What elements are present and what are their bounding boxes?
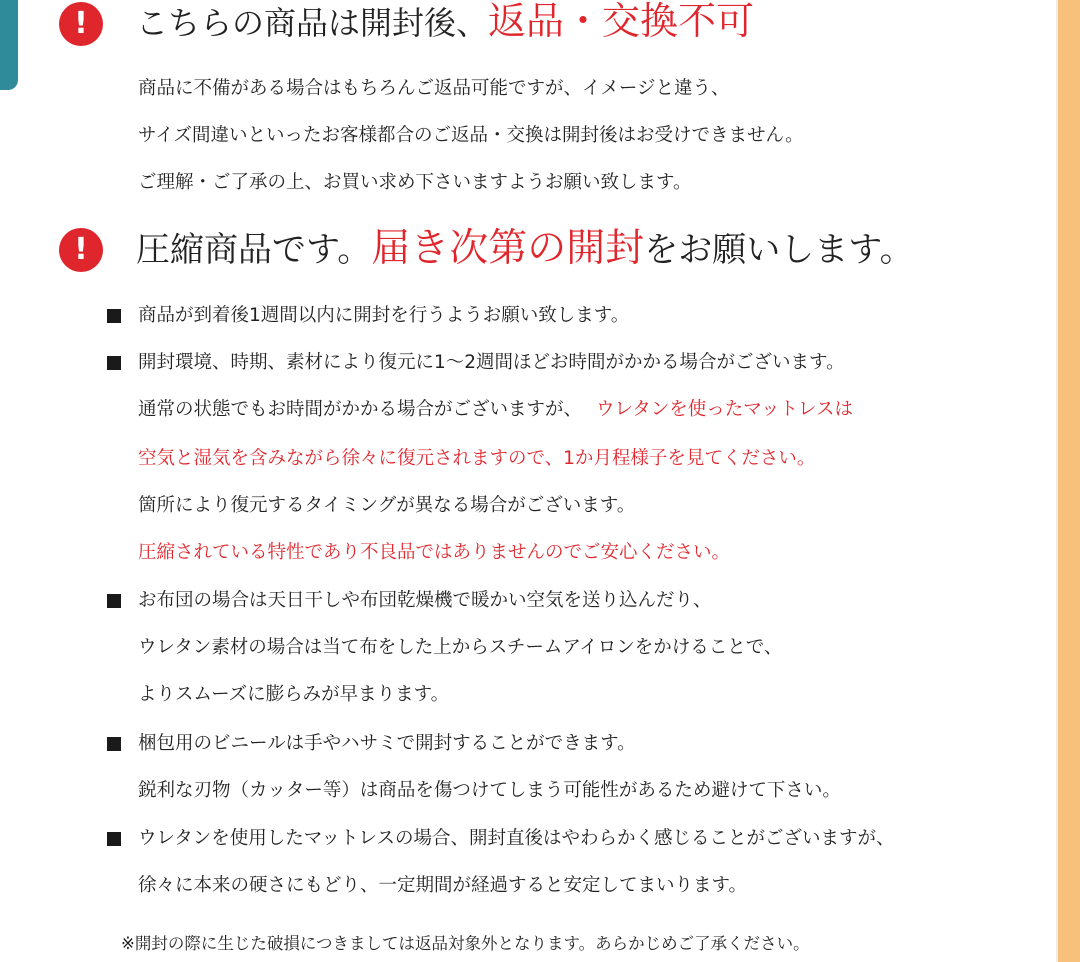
exclamation-circle-icon: !	[59, 2, 103, 46]
section1-heading-emphasis: 返品・交換不可	[488, 0, 755, 43]
item1-line: 商品が到着後1週間以内に開封を行うようお願い致します。	[138, 305, 630, 326]
item3-line: よりスムーズに膨らみが早まります。	[138, 684, 450, 705]
black-square-bullet-icon	[107, 309, 121, 323]
item4-line: 鋭利な刃物（カッター等）は商品を傷つけてしまう可能性があるため避けて下さい。	[138, 780, 841, 801]
item2-line: 圧縮されている特性であり不良品ではありませんのでご安心ください。	[138, 542, 731, 563]
black-square-bullet-icon	[107, 594, 121, 608]
item4-line: 梱包用のビニールは手やハサミで開封することができます。	[138, 733, 636, 754]
item2-line: 箇所により復元するタイミングが異なる場合がございます。	[138, 495, 636, 516]
footnote: ※開封の際に生じた破損につきましては返品対象外となります。あらかじめご了承ください。	[121, 934, 810, 953]
item3-line: お布団の場合は天日干しや布団乾燥機で暖かい空気を送り込んだり、	[138, 590, 712, 611]
section1-heading-prefix: こちらの商品は開封後、	[136, 4, 489, 42]
black-square-bullet-icon	[107, 832, 121, 846]
item2-line-text: 通常の状態でもお時間がかかる場合がございますが、	[138, 399, 583, 420]
section1-heading	[136, 0, 754, 48]
section1-line: ご理解・ご了承の上、お買い求め下さいますようお願い致します。	[138, 172, 692, 193]
item5-line: 徐々に本来の硬さにもどり、一定期間が経過すると安定してまいります。	[138, 875, 748, 896]
section2-heading-emphasis: 届き次第の開封	[371, 226, 645, 271]
section2-heading	[136, 224, 914, 275]
item3-line: ウレタン素材の場合は当て布をした上からスチームアイロンをかけることで、	[138, 637, 783, 658]
item2-line: 開封環境、時期、素材により復元に1〜2週間ほどお時間がかかる場合がございます。	[138, 352, 845, 373]
section1-line: 商品に不備がある場合はもちろんご返品可能ですが、イメージと違う、	[138, 78, 730, 99]
section1-line: サイズ間違いといったお客様都合のご返品・交換は開封後はお受けできません。	[138, 125, 804, 146]
item2-line: 空気と湿気を含みながら徐々に復元されますので、1か月程様子を見てください。	[138, 448, 816, 469]
section2-heading-suffix: をお願いします。	[644, 230, 914, 270]
item2-line	[138, 397, 853, 423]
item5-line: ウレタンを使用したマットレスの場合、開封直後はやわらかく感じることがございますが、	[138, 828, 895, 849]
exclamation-circle-icon: !	[59, 228, 103, 272]
black-square-bullet-icon	[107, 356, 121, 370]
black-square-bullet-icon	[107, 737, 121, 751]
section2-heading-prefix: 圧縮商品です。	[136, 230, 372, 270]
item2-line-red-text: ウレタンを使ったマットレスは	[596, 399, 853, 420]
right-frame-border	[1058, 0, 1080, 962]
